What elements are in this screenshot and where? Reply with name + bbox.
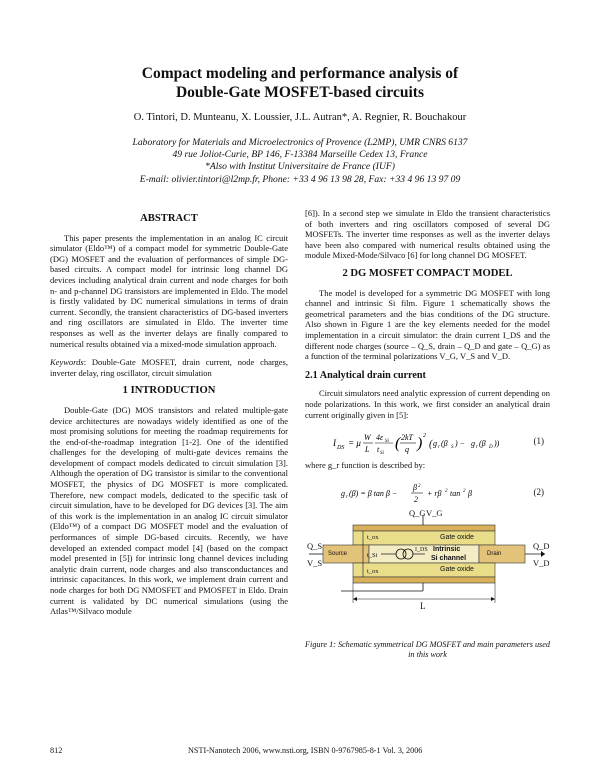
equation-2-formula [333, 481, 533, 507]
svg-text:+ rβ: + rβ [427, 488, 442, 498]
length-label: L [420, 600, 426, 611]
title-line-2: Double-Gate MOSFET-based circuits [175, 84, 424, 101]
svg-text:2: 2 [418, 483, 421, 489]
equation-2-number: (2) [533, 486, 544, 497]
svg-text:β: β [468, 488, 472, 498]
vd-label: V_D [533, 557, 550, 568]
affiliation-line-1: Laboratory for Materials and Microelectronics of Provence (L2MP), UMR CNRS 6137 [132, 137, 468, 148]
svg-text:Si: Si [380, 451, 384, 457]
svg-text:I: I [333, 438, 336, 449]
keywords-label: Keywords [50, 357, 84, 368]
intrinsic-label: Intrinsic [433, 545, 461, 553]
svg-text:D: D [489, 445, 493, 451]
source-label: Source [328, 550, 348, 557]
affiliation-block [40, 137, 560, 186]
svg-text:(β: (β [479, 439, 486, 449]
qs-label: Q_S [307, 540, 323, 551]
figure-1-caption: Figure 1: Schematic symmetrical DG MOSFET and main parameters used in this work [305, 639, 550, 659]
title-line-1: Compact modeling and performance analysis of [141, 65, 459, 82]
svg-text:g: g [433, 439, 437, 449]
abstract-heading: ABSTRACT [140, 213, 198, 224]
affiliation-line-4: E-mail: olivier.tintori@l2mp.fr, Phone: +33 4 96 13 98 28, Fax: +33 4 96 13 97 09 [139, 173, 461, 185]
equation-1-formula [333, 430, 533, 456]
vs-label: V_S [307, 557, 323, 568]
equation-1 [305, 428, 550, 456]
svg-text:2: 2 [463, 488, 466, 494]
introduction-heading: 1 INTRODUCTION [122, 385, 216, 397]
qd-label: Q_D [533, 540, 550, 551]
svg-text:(β) = β tan β −: (β) = β tan β − [349, 488, 398, 498]
svg-text:β: β [413, 482, 417, 492]
introduction-continued-text: [6]). In a second step we simulate in Eldo the transient characteristics of both inverters and ring oscillators composed of several DG MOSFETs. The inverter time responses as well as the inverter delays have been also compared with numerical results obtained using the module Mixed-Mode/Silvaco [6] for long channel DG MOSFET. [305, 208, 550, 261]
introduction-text: Double-Gate (DG) MOS transistors and related multiple-gate device architectures are nowadays widely identified as one of the most promising solutions for meeting the roadmap requirements for the end-of-the-roadmap integration [1-2]. One of the identified challenges for the developing of multi-gate devices remains the development of compact models dedicated to circuit simulation [3]. Although the operation of DG transistor is similar to the conventional MOSFET, the physics of DG MOSFET is more complicated. Therefore, new compact models, dedicated to the specific task of circuit simulation, have to be developed for DG devices [3]. The aim of this work is the implementation in an analog IC circuit simulator (Eldo™) of a compact DG MOSFET model and the evaluation of performances of simple DG-based circuits. Recently, we have developed an extended compact model [4] (based on the compact model presented in [5]) for intrinsic long channel devices including analytic drain current, node charges and also transconductances and intrinsic capacitances. In this work, we implement drain current and node charges for both DG NMOSFET and PMOSFET in Eldo. Drain current is validated by DC numerical simulations (using the Atlas™/Silvaco module [50, 404, 288, 617]
affiliation-line-2: 49 rue Joliot-Curie, BP 146, F-13384 Marseille Cedex 13, France [172, 149, 428, 161]
svg-text:(β: (β [441, 439, 448, 449]
svg-text:g: g [341, 488, 345, 498]
drain-region [479, 545, 525, 563]
svg-text:= μ: = μ [348, 438, 361, 449]
subsection-2-1-heading: 2.1 Analytical drain current [305, 369, 426, 381]
svg-text:4ε: 4ε [376, 433, 384, 443]
svg-text:2: 2 [414, 494, 418, 504]
drain-label: Drain [487, 550, 502, 557]
svg-text:r: r [346, 494, 348, 500]
ids-label: I_DS [415, 546, 428, 553]
svg-text:g: g [471, 439, 475, 449]
tox-top-label: t_ox [367, 533, 379, 541]
svg-text:2: 2 [445, 488, 448, 494]
svg-text:r: r [476, 445, 478, 451]
gate-oxide-bottom-label: Gate oxide [440, 565, 474, 573]
figure-1 [305, 507, 550, 636]
svg-text:t: t [377, 445, 380, 455]
equation-1-number: (1) [533, 436, 544, 447]
svg-text:q: q [405, 445, 409, 455]
svg-text:W: W [364, 433, 371, 443]
subsection-2-1-text: Circuit simulators need analytic expression of current depending on node polarizations. In this work, we first consider an analytical drain current originally given in [5]: [305, 388, 550, 420]
section-2-text: The model is developed for a symmetric DG MOSFET with long channel and intrinsic Si film. Figure 1 schematically shows the geometrical parameters and the bias conditions of the DG structure. Also shown in Figure 1 are the key elements needed for the model implementation in a circuit simulator: the drain current I_DS and the different node charges (source – Q_S, drain – Q_D and gate – Q_G) as a function of the terminal polarizations V_G, V_S and V_D. [305, 287, 550, 362]
svg-text:2kT: 2kT [401, 433, 413, 443]
si-channel-label: Si channel [431, 554, 467, 562]
svg-text:L: L [365, 445, 370, 455]
svg-text:DS: DS [337, 445, 345, 452]
keywords-text: : Double-Gate MOSFET, drain current, node charges, inverter delay, ring oscillator, circuit simulation [50, 357, 288, 378]
svg-text:) −: ) − [455, 439, 466, 449]
publication-info: NSTI-Nanotech 2006, www.nsti.org, ISBN 0-9767985-8-1 Vol. 3, 2006 [188, 746, 423, 755]
right-column [305, 208, 550, 660]
where-text: where g_r function is described by: [305, 460, 426, 471]
bottom-gate-contact [353, 577, 495, 583]
gate-oxide-top-label: Gate oxide [440, 533, 474, 541]
svg-text:S: S [451, 445, 454, 451]
keywords-paragraph [50, 357, 288, 378]
affiliation-line-3: *Also with Institut Universitaire de France (IUF) [205, 161, 395, 173]
svg-text:r: r [438, 445, 440, 451]
svg-text:2: 2 [423, 433, 426, 440]
abstract-text: This paper presents the implementation in an analog IC circuit simulator (Eldo™) of a compact model for symmetric Double-Gate (DG) MOSFET and the evaluation of performances of simple DG-based circuits. A compact model for intrinsic long channel DG devices including analytical drain current and node charges for both n- and p-channel DG transistors are implemented in Eldo. The model is firstly validated by DC numerical simulations in terms of drain current. Secondly, the transient characteristics of DG-based inverters and ring oscillators are simulated in Eldo. The inverter time responses as well as the inverter delays are finally compared to numerical results obtained via a mixed-mode simulation approach. [50, 232, 288, 349]
equation-2 [305, 479, 550, 507]
svg-text:)): )) [494, 439, 500, 449]
svg-text:): ) [417, 435, 423, 453]
svg-text:(: ( [395, 435, 401, 453]
top-gate-contact [353, 525, 495, 531]
svg-text:(: ( [429, 439, 433, 451]
vg-label: V_G [426, 507, 443, 518]
author-list: O. Tintori, D. Munteanu, X. Loussier, J.L. Autran*, A. Regnier, R. Bouchakour [133, 112, 467, 123]
page-number: 812 [50, 746, 63, 755]
qg-label: Q_G [409, 507, 426, 518]
tox-bottom-label: t_ox [367, 567, 379, 575]
dg-mosfet-schematic [305, 511, 550, 636]
tsi-label: t_Si [367, 551, 378, 559]
section-2-heading: 2 DG MOSFET COMPACT MODEL [342, 267, 513, 279]
svg-text:tan: tan [450, 488, 461, 498]
paper-title [40, 64, 560, 102]
left-column [50, 208, 288, 625]
svg-text:Si: Si [385, 439, 389, 445]
